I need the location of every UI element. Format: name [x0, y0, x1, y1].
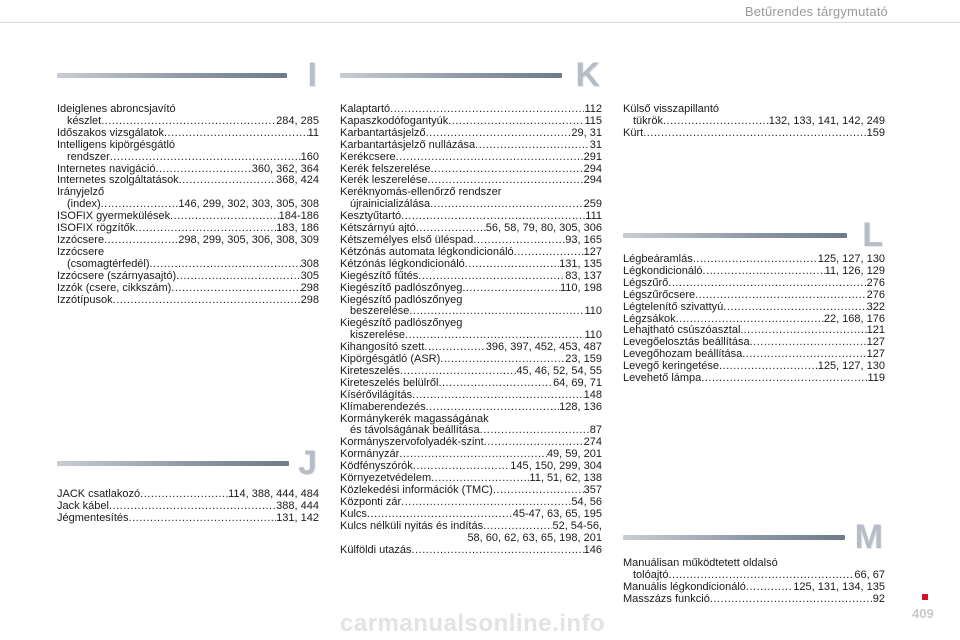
entry-term: Külső visszapillantó — [623, 103, 719, 115]
dot-leader — [723, 302, 866, 314]
index-entry — [340, 390, 602, 402]
entry-pages: 276 — [866, 276, 885, 289]
entry-pages: 31 — [589, 138, 602, 151]
entry-term: Légszűrőcsere — [623, 288, 696, 301]
dot-leader — [701, 373, 867, 385]
entry-pages: 121 — [866, 324, 885, 337]
entry-pages: 110 — [584, 329, 602, 342]
dot-leader — [170, 211, 279, 223]
entry-term: Internetes navigáció — [57, 162, 156, 175]
entry-term: Kétszemélyes első üléspad — [340, 233, 474, 246]
header-divider — [0, 22, 960, 23]
index-entry — [57, 104, 319, 128]
entry-term: Közlekedési információk (TMC) — [340, 484, 493, 496]
entry-term: Kulcs — [340, 507, 367, 520]
entry-pages: 183, 186 — [276, 222, 319, 235]
dot-leader — [438, 378, 553, 390]
dot-leader — [171, 283, 300, 295]
entry-term: Kiegészítő fűtés — [340, 269, 419, 282]
entry-subterm: (index) — [67, 198, 101, 211]
entry-term: ISOFIX rögzítők — [57, 222, 136, 235]
section-bar — [340, 73, 562, 78]
entry-term: Levegő keringetése — [623, 360, 720, 373]
entry-pages: 396, 397, 452, 453, 487 — [485, 341, 602, 354]
entry-subterm: tolóajtó — [633, 568, 669, 581]
index-entry — [623, 582, 885, 594]
entry-term: Légszűrő — [623, 276, 669, 289]
index-entry — [623, 290, 885, 302]
index-entry — [57, 247, 319, 271]
entry-subterm: újrainicializálása — [350, 198, 431, 211]
entry-pages: 357 — [583, 484, 602, 496]
index-column-k-continued — [623, 104, 885, 140]
dot-leader — [113, 295, 301, 307]
dot-leader — [104, 235, 178, 247]
entry-pages: 114, 388, 444, 484 — [228, 488, 319, 500]
entry-term: Kormányzár — [340, 448, 400, 461]
section-letter-m: M — [854, 518, 883, 556]
index-column-k — [340, 104, 602, 556]
entry-term: Központi zár — [340, 495, 402, 508]
dot-leader — [396, 152, 584, 164]
index-entry — [623, 104, 885, 128]
entry-pages: 145, 150, 299, 304 — [510, 460, 602, 473]
entry-pages: 305 — [300, 269, 319, 282]
entry-term: Izzócsere — [57, 245, 105, 258]
entry-pages: 110 — [584, 305, 602, 318]
index-column-l — [623, 254, 885, 385]
entry-pages: 184-186 — [278, 210, 319, 223]
entry-term: Kesztyűtartó — [340, 210, 402, 223]
entry-pages: 160 — [300, 150, 319, 163]
entry-pages: 131, 142 — [276, 511, 319, 524]
entry-pages: 52, 54-56, — [552, 519, 602, 532]
entry-pages: 368, 424 — [276, 174, 319, 187]
entry-term: Irányjelző — [57, 186, 105, 199]
index-entry — [623, 373, 885, 385]
dot-leader — [480, 425, 590, 437]
section-head-j — [57, 444, 317, 482]
entry-term: Környezetvédelem — [340, 472, 432, 485]
entry-term: Ideiglenes abroncsjavító — [57, 103, 176, 115]
dot-leader — [668, 278, 866, 290]
entry-term: Légbeáramlás — [623, 253, 693, 265]
entry-pages: 128, 136 — [559, 400, 602, 413]
dot-leader — [514, 247, 584, 259]
entry-pages: 29, 31 — [571, 126, 602, 139]
entry-term: Kerék felszerelése — [340, 162, 431, 175]
dot-leader — [475, 140, 590, 152]
entry-term: Izzócsere (szárnyasajtó) — [57, 269, 177, 282]
section-head-k — [340, 56, 600, 94]
entry-pages: 125, 127, 130 — [817, 360, 885, 373]
entry-pages: 259 — [583, 198, 602, 211]
section-head-i — [57, 56, 317, 94]
entry-pages: 83, 137 — [565, 269, 602, 282]
index-entry — [623, 302, 885, 314]
entry-pages: 11, 51, 62, 138 — [529, 472, 602, 485]
dot-leader — [418, 271, 565, 283]
dot-leader — [129, 513, 277, 525]
dot-leader — [430, 199, 584, 211]
entry-term: Kapaszkodófogantyúk — [340, 114, 449, 127]
entry-pages: 22, 168, 176 — [823, 312, 885, 325]
index-entry — [340, 509, 602, 521]
dot-leader — [695, 290, 866, 302]
dot-leader — [693, 254, 818, 266]
entry-term: Izzótípusok — [57, 293, 113, 306]
entry-pages: 127 — [866, 336, 885, 349]
entry-subterm: rendszer — [67, 150, 110, 163]
entry-term: Izzócsere — [57, 233, 105, 246]
entry-pages-continued: 58, 60, 62, 63, 65, 198, 201 — [467, 531, 602, 544]
entry-term: Kireteszelés — [340, 364, 400, 377]
entry-term: Légzsákok — [623, 312, 676, 325]
dot-leader — [367, 509, 513, 521]
index-entry — [623, 594, 885, 606]
dot-leader — [179, 175, 276, 187]
section-bar — [623, 233, 847, 238]
dot-leader — [465, 259, 559, 271]
index-entry — [57, 187, 319, 211]
dot-leader — [710, 594, 873, 606]
entry-pages: 110, 198 — [559, 281, 602, 294]
entry-term: Kétszárnyú ajtó — [340, 222, 416, 235]
entry-pages: 298 — [300, 293, 319, 306]
entry-pages: 23, 159 — [565, 353, 602, 366]
section-letter-l: L — [862, 216, 883, 254]
dot-leader — [140, 489, 228, 501]
entry-term: Jack kábel — [57, 499, 109, 512]
index-entry — [340, 140, 602, 152]
entry-pages: 274 — [583, 436, 602, 449]
entry-pages: 308 — [300, 257, 319, 270]
entry-term: Karbantartásjelző nullázása — [340, 138, 476, 151]
entry-pages: 119 — [867, 372, 885, 385]
index-entry — [340, 378, 602, 390]
entry-term: Kétzónás automata légkondicionáló — [340, 245, 514, 258]
entry-term: Izzók (csere, cikkszám) — [57, 281, 172, 294]
entry-term: Manuális légkondicionáló — [623, 580, 746, 593]
entry-pages: 11, 126, 129 — [824, 264, 885, 277]
entry-term: Levehető lámpa — [623, 372, 702, 385]
index-entry — [623, 558, 885, 582]
entry-pages: 66, 67 — [854, 568, 885, 581]
page-header — [0, 0, 960, 22]
index-entry — [340, 247, 602, 259]
entry-term: Kerék leszerelése — [340, 174, 428, 187]
entry-pages: 115 — [584, 114, 602, 127]
entry-pages: 291 — [583, 150, 602, 163]
entry-term: Légtelenítő szivattyú — [623, 300, 724, 313]
entry-term: Klímaberendezés — [340, 400, 426, 413]
entry-pages: 159 — [866, 126, 885, 139]
page-marker — [922, 594, 928, 600]
entry-pages: 112 — [584, 103, 602, 115]
entry-term: Kerékcsere — [340, 150, 396, 163]
dot-leader — [663, 116, 769, 128]
entry-pages: 298, 299, 305, 306, 308, 309 — [178, 233, 319, 246]
index-entry — [340, 152, 602, 164]
index-entry — [340, 318, 602, 342]
index-entry — [57, 513, 319, 525]
section-head-m — [623, 518, 883, 556]
entry-pages: 132, 133, 141, 142, 249 — [768, 114, 885, 127]
index-entry — [57, 128, 319, 140]
section-bar — [623, 535, 845, 540]
entry-pages: 56, 58, 79, 80, 305, 306 — [485, 222, 602, 235]
entry-term: Levegőhozam beállítása — [623, 348, 743, 361]
entry-term: Kormánykerék magasságának — [340, 412, 489, 425]
entry-term: Kürt — [623, 126, 644, 139]
index-entry — [623, 128, 885, 140]
entry-term: JACK csatlakozó — [57, 488, 141, 500]
entry-pages: 298 — [300, 281, 319, 294]
dot-leader — [743, 325, 866, 337]
index-column-j — [57, 489, 319, 525]
dot-leader — [462, 283, 560, 295]
entry-pages: 127 — [583, 245, 602, 258]
index-entry — [57, 295, 319, 307]
entry-term: Ködfényszórók — [340, 460, 413, 473]
entry-pages: 146 — [583, 543, 602, 556]
index-entry — [340, 271, 602, 283]
entry-term: Kiegészítő padlószőnyeg — [340, 281, 463, 294]
entry-pages: 276 — [866, 288, 885, 301]
index-entry — [340, 187, 602, 211]
index-entry — [340, 521, 602, 545]
dot-leader — [164, 128, 308, 140]
index-entry — [57, 140, 319, 164]
entry-term: Kulcs nélküli nyitás és indítás — [340, 519, 484, 532]
entry-pages: 64, 69, 71 — [553, 376, 602, 389]
index-entry — [57, 271, 319, 283]
entry-pages: 49, 59, 201 — [546, 448, 602, 461]
section-bar — [57, 73, 287, 78]
entry-term: Manuálisan működtetett oldalsó — [623, 557, 778, 569]
entry-pages: 322 — [866, 300, 885, 313]
entry-pages: 148 — [583, 388, 602, 401]
entry-pages: 111 — [585, 210, 602, 223]
entry-term: Légkondicionáló — [623, 264, 703, 277]
dot-leader — [412, 545, 584, 557]
dot-leader — [176, 271, 300, 283]
entry-pages: 45-47, 63, 65, 195 — [512, 507, 602, 520]
section-letter-k: K — [575, 56, 600, 94]
index-entry — [340, 414, 602, 438]
page-number: 409 — [912, 606, 934, 621]
entry-term: Jégmentesítés — [57, 511, 129, 524]
entry-pages: 92 — [872, 592, 885, 605]
dot-leader — [150, 259, 301, 271]
entry-pages: 360, 362, 364 — [251, 162, 319, 175]
entry-pages: 131, 135 — [559, 257, 602, 270]
index-entry — [623, 278, 885, 290]
entry-pages: 11 — [307, 126, 319, 139]
entry-pages: 127 — [866, 348, 885, 361]
entry-pages: 54, 56 — [571, 495, 602, 508]
entry-subterm: (csomagtérfedél) — [67, 257, 150, 270]
index-entry — [340, 128, 602, 140]
dot-leader — [110, 152, 301, 164]
entry-pages: 93, 165 — [565, 233, 602, 246]
entry-subterm: készlet — [67, 114, 102, 127]
entry-term: Kormányszervofolyadék-szint — [340, 436, 484, 449]
entry-term: Kétzónás légkondicionáló — [340, 257, 465, 270]
dot-leader — [426, 128, 572, 140]
entry-pages: 388, 444 — [276, 499, 319, 512]
dot-leader — [448, 116, 584, 128]
dot-leader — [431, 164, 584, 176]
section-head-l — [623, 216, 883, 254]
dot-leader — [703, 266, 825, 278]
dot-leader — [719, 361, 818, 373]
section-letter-j: J — [298, 444, 317, 482]
entry-subterm: kiszerelése — [350, 329, 406, 342]
dot-leader — [643, 128, 866, 140]
dot-leader — [412, 390, 583, 402]
dot-leader — [746, 582, 793, 594]
entry-pages: 146, 299, 302, 303, 305, 308 — [178, 198, 319, 211]
index-entry — [57, 283, 319, 295]
section-letter-i: I — [307, 56, 317, 94]
entry-term: Kísérővilágítás — [340, 388, 413, 401]
dot-leader — [426, 402, 560, 414]
entry-term: Levegőelosztás beállítása — [623, 336, 750, 349]
entry-term: Kalaptartó — [340, 103, 391, 115]
entry-term: Lehajtható csúszóasztal. — [623, 324, 744, 337]
entry-term: Kireteszelés belülről — [340, 376, 439, 389]
entry-term: Kiegészítő padlószőnyeg — [340, 317, 463, 330]
dot-leader — [750, 337, 867, 349]
entry-term: Masszázs funkció — [623, 592, 710, 605]
entry-term: Karbantartásjelző — [340, 126, 426, 139]
section-bar — [57, 461, 289, 466]
index-entry — [340, 295, 602, 319]
index-entry — [340, 545, 602, 557]
entry-term: Kihangosító szett — [340, 341, 425, 354]
entry-term: ISOFIX gyermekülések — [57, 210, 171, 223]
entry-term: Keréknyomás-ellenőrző rendszer — [340, 186, 502, 199]
dot-leader — [109, 501, 276, 513]
dot-leader — [493, 485, 584, 497]
entry-pages: 294 — [583, 162, 602, 175]
header-title: Betűrendes tárgymutató — [744, 4, 888, 19]
entry-pages: 87 — [589, 424, 602, 437]
entry-subterm: tükrök — [633, 114, 663, 127]
entry-pages: 294 — [583, 174, 602, 187]
entry-pages: 125, 131, 134, 135 — [793, 580, 885, 593]
entry-subterm: és távolságának beállítása — [350, 424, 480, 437]
dot-leader — [483, 521, 552, 533]
index-entry — [340, 283, 602, 295]
entry-term: Internetes szolgáltatások — [57, 174, 179, 187]
entry-pages: 45, 46, 52, 54, 55 — [516, 364, 602, 377]
watermark: carmanualsonline.info — [340, 610, 606, 637]
entry-term: Külföldi utazás — [340, 543, 412, 556]
index-entry — [340, 402, 602, 414]
entry-pages: 125, 127, 130 — [817, 253, 885, 265]
index-column-m — [623, 558, 885, 606]
entry-pages: 284, 285 — [276, 114, 319, 127]
entry-term: Kipörgésgátló (ASR) — [340, 353, 441, 366]
index-entry — [340, 259, 602, 271]
index-column-i — [57, 104, 319, 306]
entry-term: Időszakos vizsgálatok — [57, 126, 164, 139]
entry-subterm: beszerelése — [350, 305, 410, 318]
entry-term: Kiegészítő padlószőnyeg — [340, 293, 463, 306]
entry-term: Intelligens kipörgésgátló — [57, 138, 176, 151]
